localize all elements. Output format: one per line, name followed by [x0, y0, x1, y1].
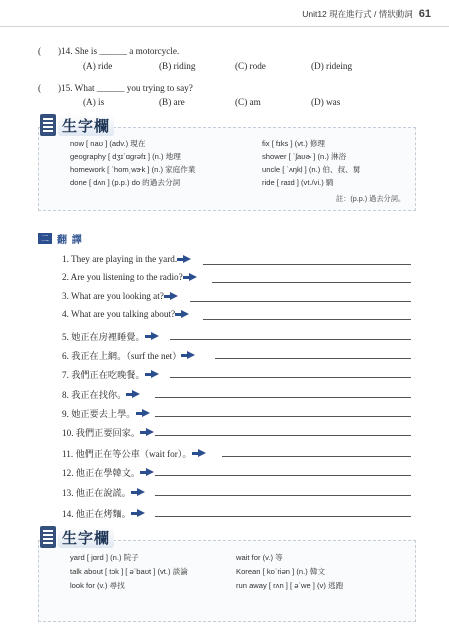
answer-line[interactable]	[170, 377, 411, 378]
answer-line[interactable]	[155, 475, 411, 476]
arrow-right-icon	[142, 409, 150, 417]
answer-line[interactable]	[155, 435, 411, 436]
question-14: ( )14. She is ______ a motorcycle.	[38, 46, 180, 56]
answer-line[interactable]	[155, 516, 411, 517]
vocab-entry: yard [ jɑrd ] (n.) 院子	[70, 553, 139, 562]
vocab-entry: geography [ dʒɪˋɑgrəfɪ ] (n.) 地理	[70, 152, 181, 161]
arrow-right-icon	[137, 509, 145, 517]
arrow-right-icon	[187, 351, 195, 359]
translation-item-5: 5. 她正在房裡睡覺。	[62, 329, 159, 343]
vocab-note: 註：(p.p.) 過去分詞。	[336, 194, 406, 203]
option: (D) was	[311, 97, 341, 107]
translation-item-2: 2. Are you listening to the radio?	[62, 272, 197, 282]
option: (B) riding	[159, 61, 196, 71]
answer-line[interactable]	[212, 282, 411, 283]
answer-line[interactable]	[170, 339, 411, 340]
arrow-right-icon	[170, 292, 178, 300]
vocab-entry: run away [ rʌn ] [ əˋwe ] (v) 逃跑	[236, 581, 344, 590]
vocab-entry: look for (v.) 尋找	[70, 581, 125, 590]
option: (C) rode	[235, 61, 266, 71]
translation-item-14: 14. 他正在烤麵。	[62, 506, 145, 520]
arrow-right-icon	[151, 332, 159, 340]
vocab-entry: fix [ fɪks ] (vt.) 修理	[262, 139, 326, 148]
page-header	[302, 8, 431, 20]
vocab-title-1: 生字欄	[40, 114, 114, 136]
notebook-icon	[40, 114, 56, 136]
answer-line[interactable]	[190, 301, 411, 302]
option: (D) rideing	[311, 61, 353, 71]
question-14-options	[83, 61, 387, 71]
translation-item-6: 6. 我正在上網。（surf the net）	[62, 348, 195, 362]
option: (C) am	[235, 97, 261, 107]
answer-line[interactable]	[155, 495, 411, 496]
vocab-entry: done [ dʌn ] (p.p.) do 的過去分詞	[70, 178, 181, 187]
vocab-entry: Korean [ koˋriən ] (n.) 韓文	[236, 567, 326, 576]
arrow-right-icon	[189, 273, 197, 281]
vocab-entry: uncle [ ˋʌŋkḷ ] (n.) 伯、叔、舅	[262, 165, 361, 174]
arrow-right-icon	[146, 468, 154, 476]
arrow-right-icon	[181, 310, 189, 318]
translation-item-9: 9. 她正要去上學。	[62, 406, 150, 420]
translation-item-1: 1. They are playing in the yard.	[62, 254, 191, 264]
section-title: 翻 譯	[57, 235, 83, 246]
option: (B) are	[159, 97, 185, 107]
vocab-entry: homework [ ˋhom͵wɝk ] (n.) 家庭作業	[70, 165, 196, 174]
option: (A) is	[83, 97, 105, 107]
answer-line[interactable]	[203, 319, 411, 320]
translation-item-8: 8. 我正在找你。	[62, 387, 140, 401]
translation-item-13: 13. 他正在說謊。	[62, 485, 145, 499]
unit-title: Unit12 現在進行式 / 情狀動詞	[302, 9, 413, 19]
translation-item-4: 4. What are you talking about?	[62, 309, 189, 319]
question-15-options	[83, 97, 387, 107]
header-divider	[0, 26, 449, 27]
translation-item-11: 11. 他們正在等公車（wait for）。	[62, 446, 206, 460]
arrow-right-icon	[146, 428, 154, 436]
vocab-entry: shower [ ˋʃaʊɚ ] (n.) 淋浴	[262, 152, 347, 161]
answer-line[interactable]	[155, 397, 411, 398]
arrow-right-icon	[198, 449, 206, 457]
translation-item-12: 12. 他正在學韓文。	[62, 465, 154, 479]
question-15: ( )15. What ______ you trying to say?	[38, 83, 193, 93]
arrow-right-icon	[183, 255, 191, 263]
translation-item-7: 7. 我們正在吃晚餐。	[62, 367, 159, 381]
arrow-right-icon	[151, 370, 159, 378]
vocab-entry: now [ naʊ ] (adv.) 現在	[70, 139, 146, 148]
page-number: 61	[418, 8, 431, 20]
notebook-icon	[40, 526, 56, 548]
vocab-entry: talk about [ tɔk ] [ əˋbaʊt ] (vt.) 談論	[70, 567, 188, 576]
vocab-title-2: 生字欄	[40, 526, 114, 548]
arrow-right-icon	[132, 390, 140, 398]
option: (A) ride	[83, 61, 113, 71]
vocab-entry: ride [ raɪd ] (vt./vi.) 騎	[262, 178, 334, 187]
answer-line[interactable]	[222, 456, 411, 457]
arrow-right-icon	[137, 488, 145, 496]
translation-item-3: 3. What are you looking at?	[62, 291, 178, 301]
answer-line[interactable]	[155, 416, 411, 417]
vocab-entry: wait for (v.) 等	[236, 553, 283, 562]
answer-line[interactable]	[203, 264, 411, 265]
section-heading	[38, 231, 83, 246]
translation-item-10: 10. 我們正要回家。	[62, 425, 154, 439]
section-number: 二	[38, 233, 52, 244]
answer-line[interactable]	[215, 358, 411, 359]
